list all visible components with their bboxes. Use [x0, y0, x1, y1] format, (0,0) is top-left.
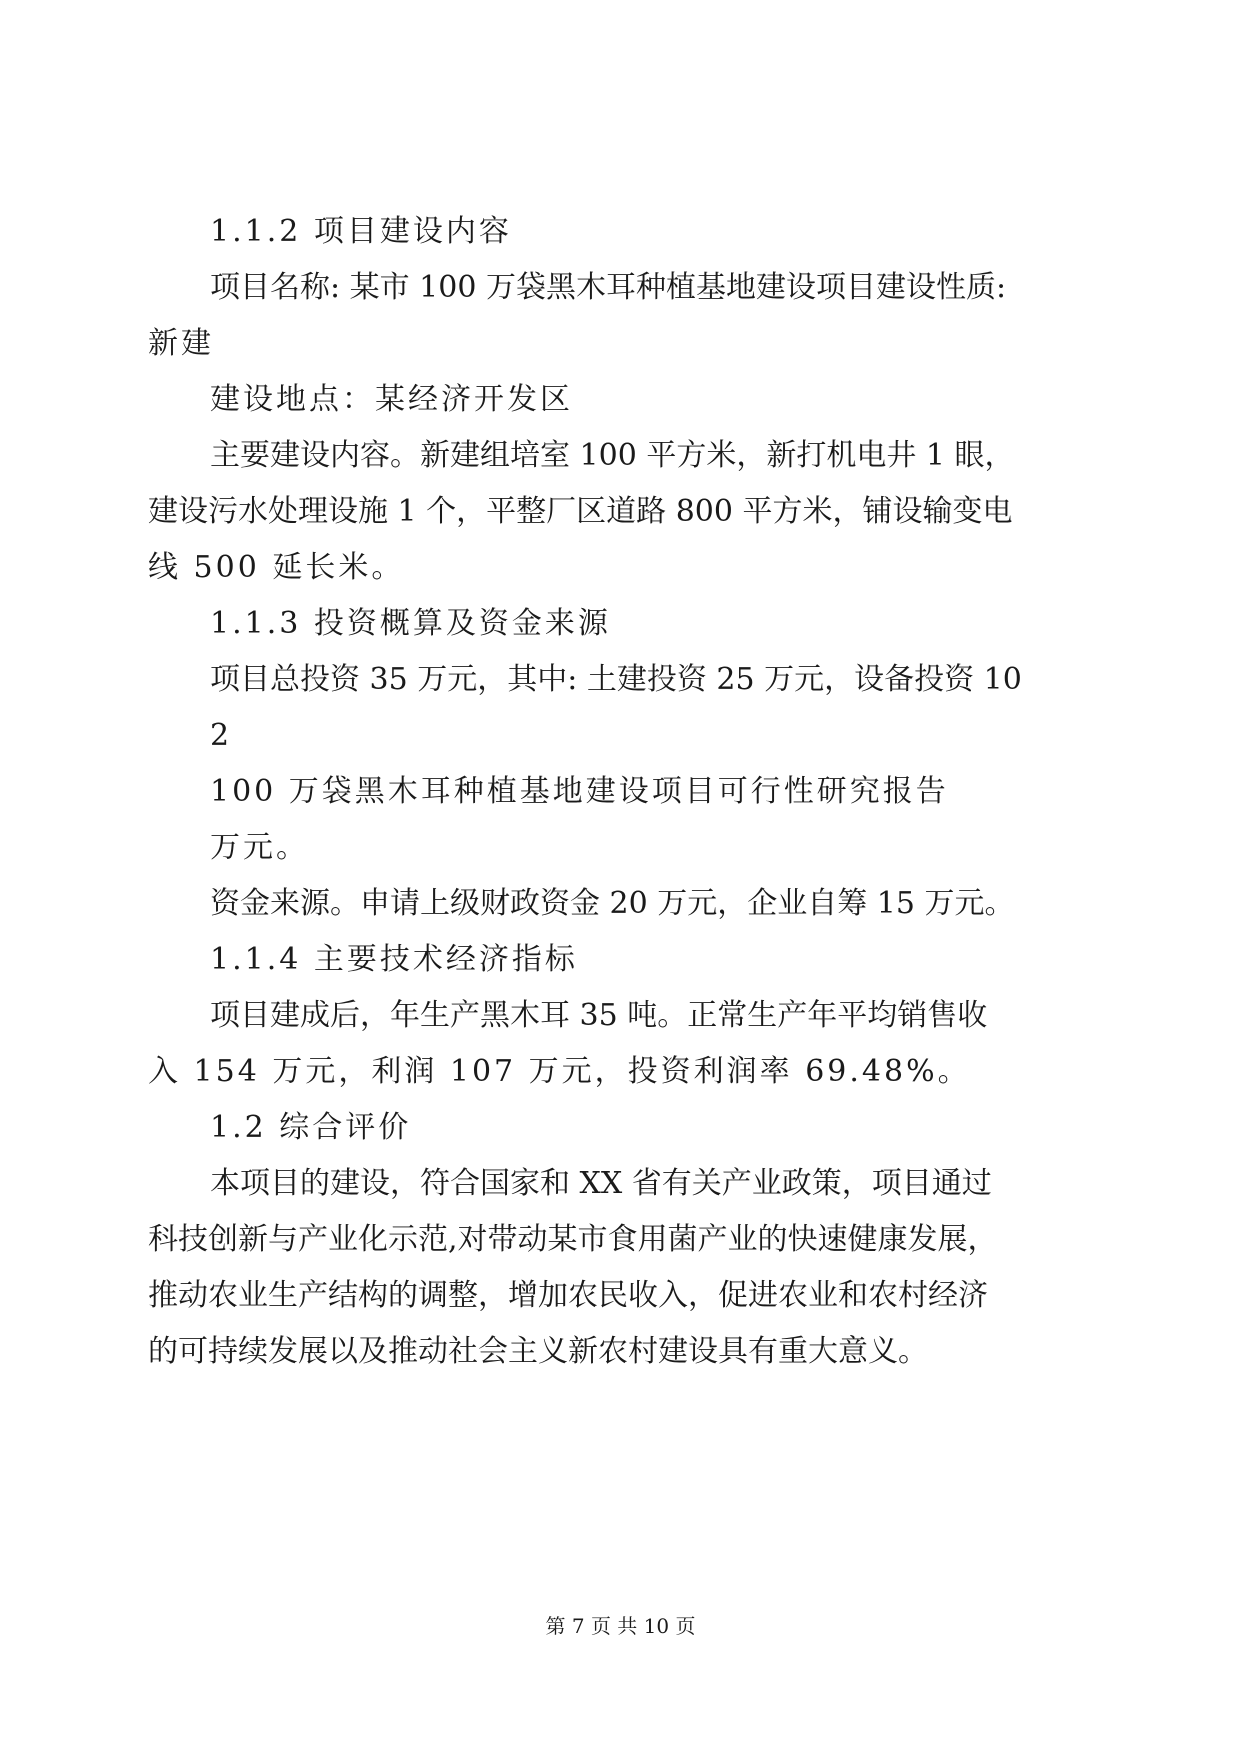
paragraph-line: 建设污水处理设施 1 个，平整厂区道路 800 平方米，铺设输变电 [148, 494, 1013, 529]
paragraph-line: 万元。 [210, 830, 309, 865]
paragraph-line: 的可持续发展以及推动社会主义新农村建设具有重大意义。 [148, 1334, 928, 1369]
paragraph-line: 资金来源。申请上级财政资金 20 万元，企业自筹 15 万元。 [210, 886, 1015, 921]
section-heading-1-1-3: 1.1.3 投资概算及资金来源 [210, 606, 611, 641]
paragraph-line: 线 500 延长米。 [148, 550, 405, 585]
page-footer: 第 7 页 共 10 页 [545, 1614, 696, 1638]
paragraph-line: 建设地点：某经济开发区 [210, 382, 573, 417]
paragraph-line: 科技创新与产业化示范,对带动某市食用菌产业的快速健康发展， [148, 1222, 998, 1257]
paragraph-line: 项目建成后，年生产黑木耳 35 吨。正常生产年平均销售收 [210, 998, 988, 1033]
section-heading-1-2: 1.2 综合评价 [210, 1110, 412, 1145]
paragraph-line: 主要建设内容。新建组培室 100 平方米，新打机电井 1 眼， [210, 438, 1015, 473]
paragraph-line: 入 154 万元，利润 107 万元，投资利润率 69.48%。 [148, 1054, 971, 1089]
section-heading-1-1-4: 1.1.4 主要技术经济指标 [210, 942, 578, 977]
paragraph-line: 项目总投资 35 万元，其中: 土建投资 25 万元，设备投资 10 [210, 662, 1022, 697]
paragraph-line: 新建 [148, 326, 214, 361]
paragraph-line: 本项目的建设，符合国家和 XX 省有关产业政策，项目通过 [210, 1166, 992, 1201]
paragraph-line: 100 万袋黑木耳种植基地建设项目可行性研究报告 [210, 774, 949, 809]
section-heading-1-1-2: 1.1.2 项目建设内容 [210, 214, 512, 249]
paragraph-line: 推动农业生产结构的调整，增加农民收入，促进农业和农村经济 [148, 1278, 988, 1313]
paragraph-line: 项目名称: 某市 100 万袋黑木耳种植基地建设项目建设性质: [210, 270, 1007, 305]
paragraph-line: 2 [210, 718, 233, 753]
